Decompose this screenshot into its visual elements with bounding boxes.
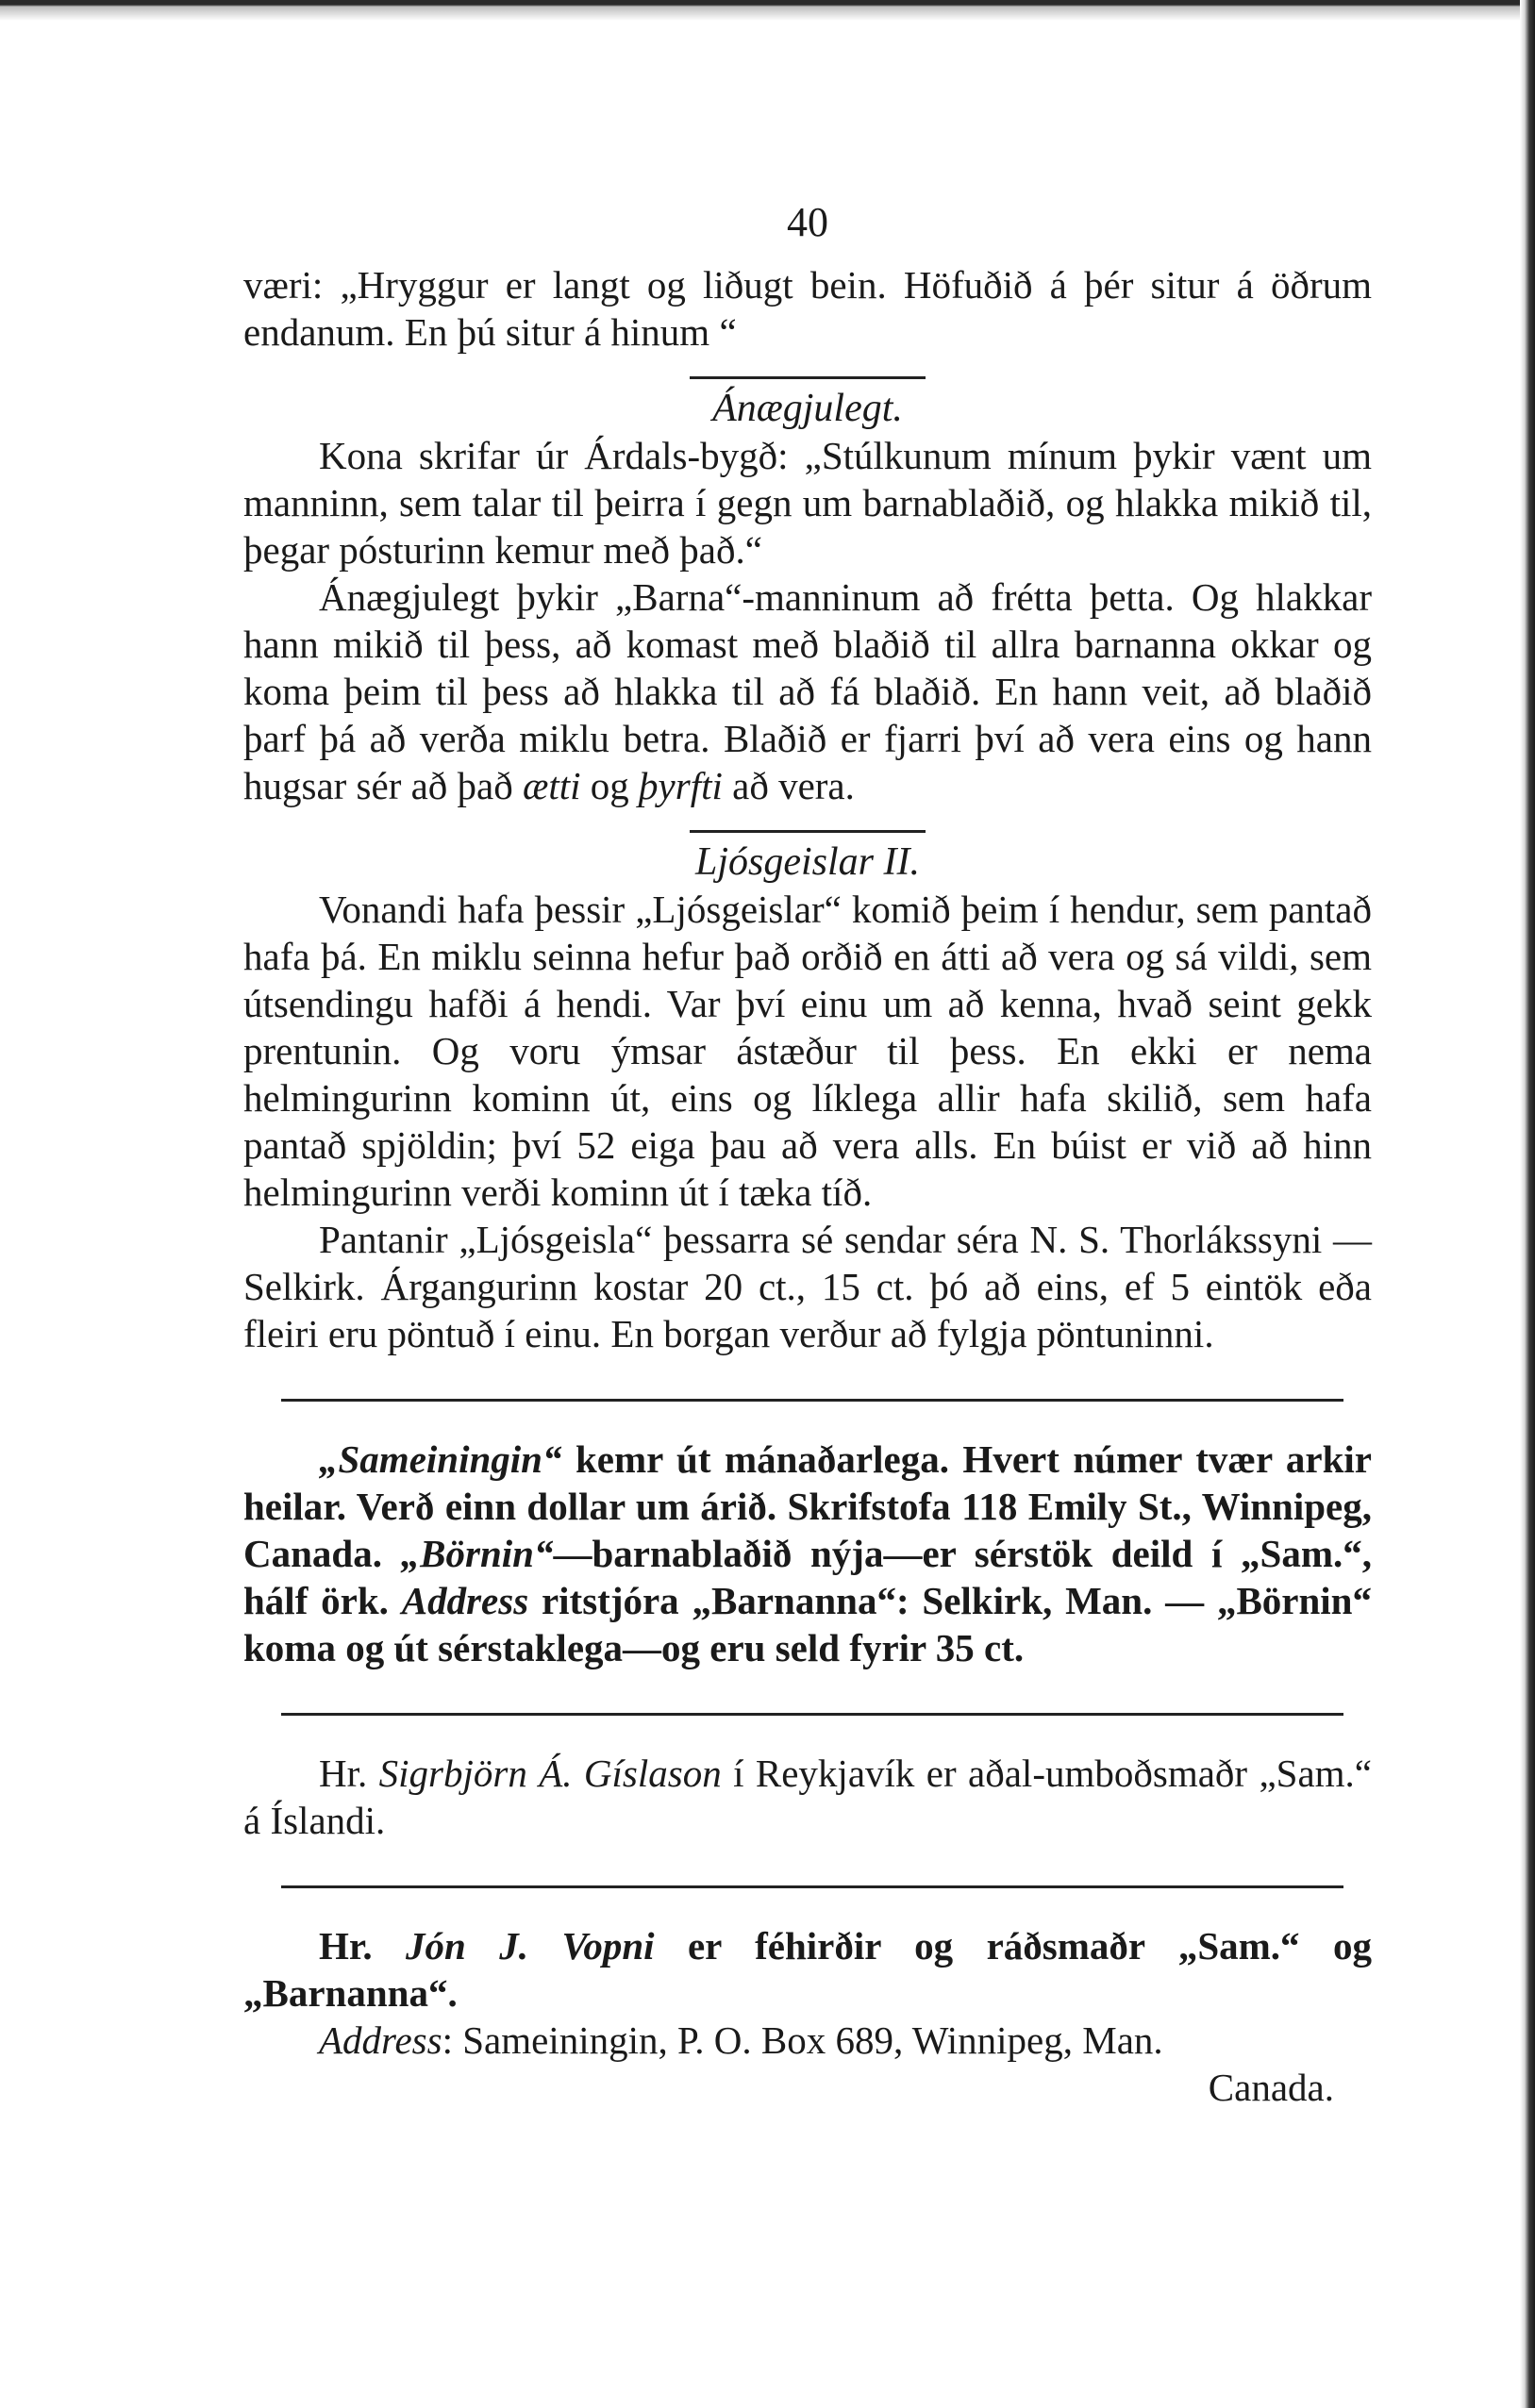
agent-text: í Reykjavík er aðal-umboðsmaðr „Sam.“ á Íslandi. xyxy=(243,1752,1372,1842)
section-heading-anaegjulegt: Ánægjulegt. xyxy=(712,387,903,430)
mailing-address-label: Address xyxy=(319,2018,442,2062)
mailing-country: Canada. xyxy=(1208,2066,1334,2109)
paragraph-text: að vera. xyxy=(732,764,855,807)
scan-top-edge xyxy=(0,0,1535,21)
section-heading-ljosgeislar: Ljósgeislar II. xyxy=(694,840,920,884)
notice-text: ritstjóra „Barnanna“: Selkirk, Man. — „Börnin“ koma og út sérstaklega—og eru seld fyrir 35 ct. xyxy=(243,1579,1372,1669)
agent-name: Sigrbjörn Á. Gíslason xyxy=(378,1752,722,1795)
treasurer-text: er féhirðir og ráðsmaðr „Sam.“ og „Barnanna“. xyxy=(243,1924,1372,2015)
publication-notice xyxy=(243,1436,1372,1671)
page-number: 40 xyxy=(787,199,828,245)
paragraph: Kona skrifar úr Árdals-bygð: „Stúlkunum mínum þykir vænt um manninn, sem talar til þeirra í gegn um barnablaðið, og hlakka mikið til, þegar pósturinn kemur með það.“ xyxy=(243,434,1372,572)
emphasis-text: þyrfti xyxy=(639,764,723,807)
paragraph-text: Ánægjulegt þykir „Barna“-manninum að frétta þetta. Og hlakkar hann mikið til þess, að komast með blaðið til allra barnanna okkar og koma þeim til þess að hlakka til að fá blaðið. En hann veit, að blaðið þarf þá að verða miklu betra. Blaðið er fjarri því að vera eins og hann hugsar sér að það xyxy=(243,575,1372,807)
notice-text: —barnablaðið nýja—er sérstök deild í „Sam.“, hálf örk. xyxy=(243,1532,1372,1622)
agent-prefix: Hr. xyxy=(319,1752,379,1795)
treasurer-prefix: Hr. xyxy=(319,1924,407,1968)
supplement-title: „Börnin“ xyxy=(400,1532,554,1575)
treasurer-notice xyxy=(243,1922,1372,2017)
treasurer-name: Jón J. Vopni xyxy=(406,1924,655,1968)
notice-divider xyxy=(281,1713,1343,1716)
page xyxy=(243,198,1372,2111)
scan-right-edge xyxy=(1520,0,1535,2408)
paragraph: Pantanir „Ljósgeisla“ þessarra sé sendar séra N. S. Thorlákssyni — Selkirk. Árgangurinn kostar 20 ct., 15 ct. þó að eins, ef 5 eintök eða fleiri eru pöntuð í einu. En borgan verður að fylgja pöntuninni. xyxy=(243,1218,1372,1355)
notice-text: kemr út mánaðarlega. Hvert númer tvær arkir heilar. Verð einn dollar um árið. Skrifstofa 118 Emily St., Winnipeg, Canada. xyxy=(243,1437,1372,1575)
emphasis-text: ætti xyxy=(523,764,581,807)
intro-paragraph: væri: „Hryggur er langt og liðugt bein. Höfuðið á þér situr á öðrum endanum. En þú situr á hinum “ xyxy=(243,263,1372,354)
paragraph: Vonandi hafa þessir „Ljósgeislar“ komið þeim í hendur, sem pantað hafa þá. En miklu seinna hefur það orðið en átti að vera og sá vildi, sem útsendingu hafði á hendi. Var því einu um að kenna, hvað seint gekk prentunin. Og voru ýmsar ástæður til þess. En ekki er nema helmingurinn kominn út, eins og líklega allir hafa skilið, sem hafa pantað spjöldin; því 52 eiga þau að vera alls. En búist er við að hinn helmingurinn verði kominn út í tæka tíð. xyxy=(243,888,1372,1214)
mailing-address-text: : Sameiningin, P. O. Box 689, Winnipeg, Man. xyxy=(442,2018,1163,2062)
paragraph-text: og xyxy=(590,764,629,807)
address-label: Address xyxy=(401,1579,529,1622)
publication-title: „Sameiningin“ xyxy=(319,1437,562,1481)
notice-divider xyxy=(281,1399,1343,1402)
mailing-address xyxy=(243,2017,1372,2064)
agent-notice xyxy=(243,1750,1372,1844)
section-divider xyxy=(690,376,926,379)
notice-divider xyxy=(281,1885,1343,1888)
section-divider xyxy=(690,830,926,833)
paragraph xyxy=(243,573,1372,809)
